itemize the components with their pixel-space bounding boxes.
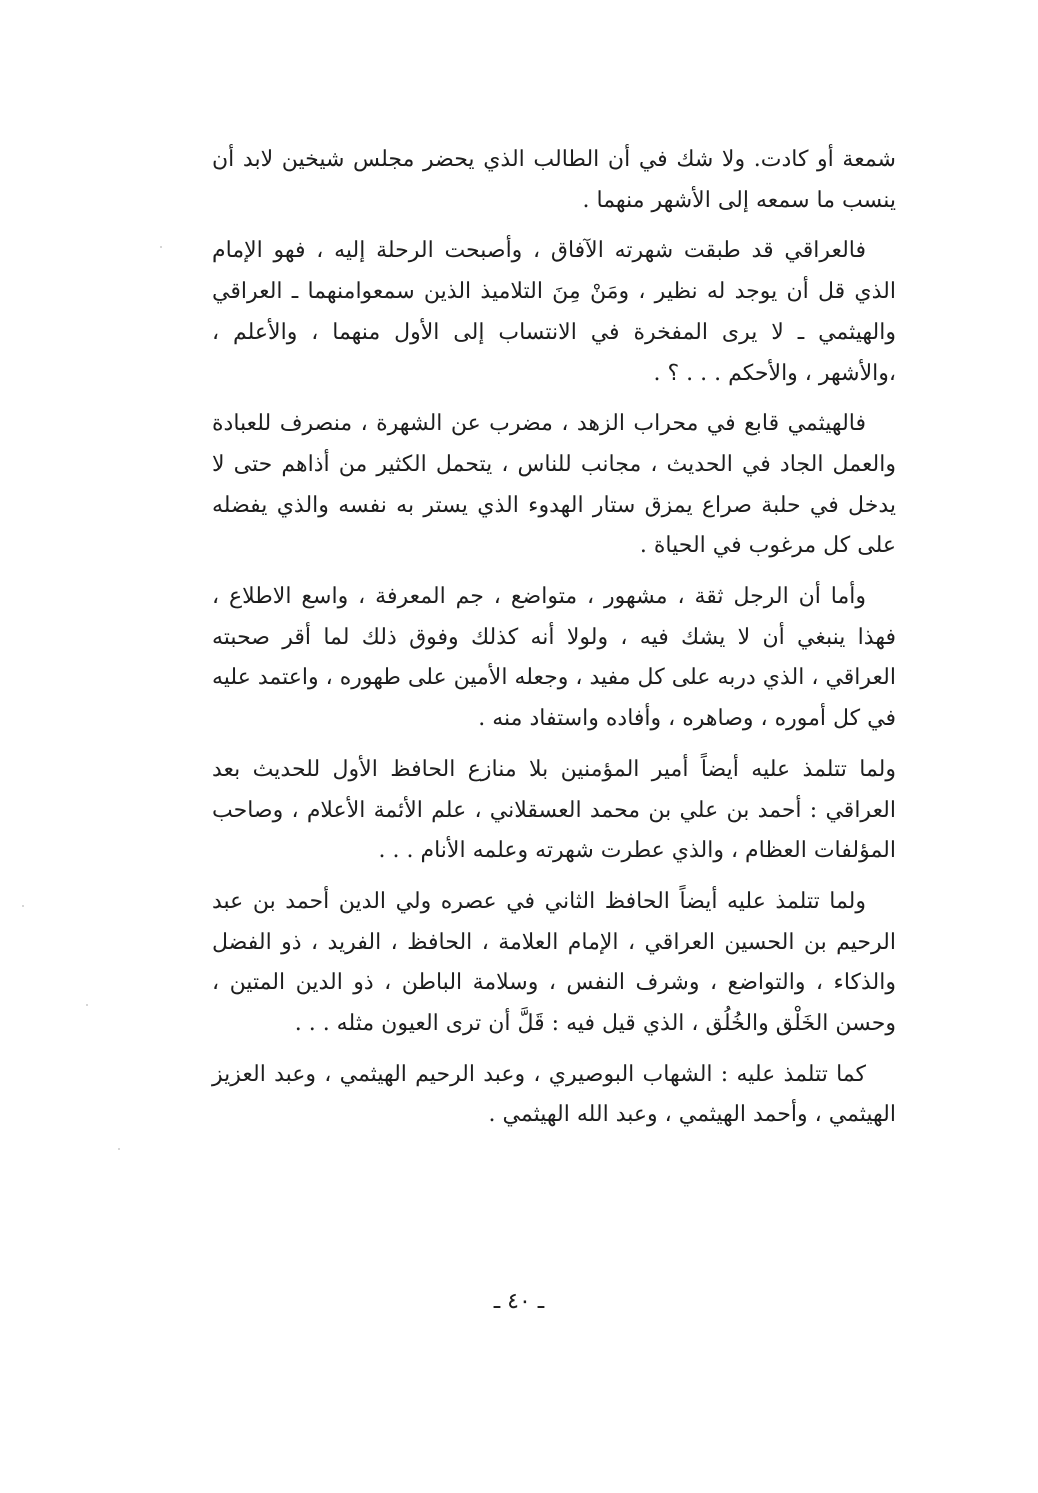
scan-speck [22,905,24,907]
paragraph-7: كما تتلمذ عليه : الشهاب البوصيري ، وعبد الرحيم الهيثمي ، وعبد العزيز الهيثمي ، وأحمد الهيثمي ، وعبد الله الهيثمي . [212,1061,896,1128]
body-text [212,140,896,1146]
paragraph-3: فالهيثمي قابع في محراب الزهد ، مضرب عن الشهرة ، منصرف للعبادة والعمل الجاد في الحديث ، مجانب للناس ، يتحمل الكثير من أذاهم حتى لا يدخل في حلبة صراع يمزق ستار الهدوء الذي يستر به نفسه والذي يفضله على كل مرغوب في الحياة . [212,411,896,559]
paragraph-5: ولما تتلمذ عليه أيضاً أمير المؤمنين بلا منازع الحافظ الأول للحديث بعد العراقي : أحمد بن علي بن محمد العسقلاني ، علم الأئمة الأعلام ، وصاحب المؤلفات العظام ، والذي عطرت شهرته وعلمه الأنام . . . [212,756,896,864]
paragraph-1: شمعة أو كادت. ولا شك في أن الطالب الذي يحضر مجلس شيخين لابد أن ينسب ما سمعه إلى الأشهر منهما . [212,147,896,213]
scan-speck [86,1004,88,1006]
paragraph-6: ولما تتلمذ عليه أيضاً الحافظ الثاني في عصره ولي الدين أحمد بن عبد الرحيم بن الحسين العراقي ، الإمام العلامة ، الحافظ ، الفريد ، ذو الفضل والذكاء ، والتواضع ، وشرف النفس ، وسلامة الباطن ، ذو الدين المتين ، وحسن الخَلْق والخُلُق ، الذي قيل فيه : قَلَّ أن ترى العيون مثله . . . [212,888,896,1037]
scan-speck [160,246,162,248]
page-number: ـ ٤٠ ـ [493,1289,545,1314]
scan-speck [118,1148,120,1150]
paragraph-4: وأما أن الرجل ثقة ، مشهور ، متواضع ، جم المعرفة ، واسع الاطلاع ، فهذا ينبغي أن لا يشك فيه ، ولولا أنه كذلك وفوق ذلك لما أقر صحبته العراقي ، الذي دربه على كل مفيد ، وجعله الأمين على طهوره ، واعتمد عليه في كل أموره ، وصاهره ، وأفاده واستفاد منه . [212,584,896,732]
paragraph-2: فالعراقي قد طبقت شهرته الآفاق ، وأصبحت الرحلة إليه ، فهو الإمام الذي قل أن يوجد له نظير ، ومَنْ مِنَ التلاميذ الذين سمعوامنهما ـ العراقي والهيثمي ـ لا يرى المفخرة في الانتساب إلى الأول منهما ، والأعلم ، ،والأشهر ، والأحكم . . . ؟ . [212,238,896,386]
